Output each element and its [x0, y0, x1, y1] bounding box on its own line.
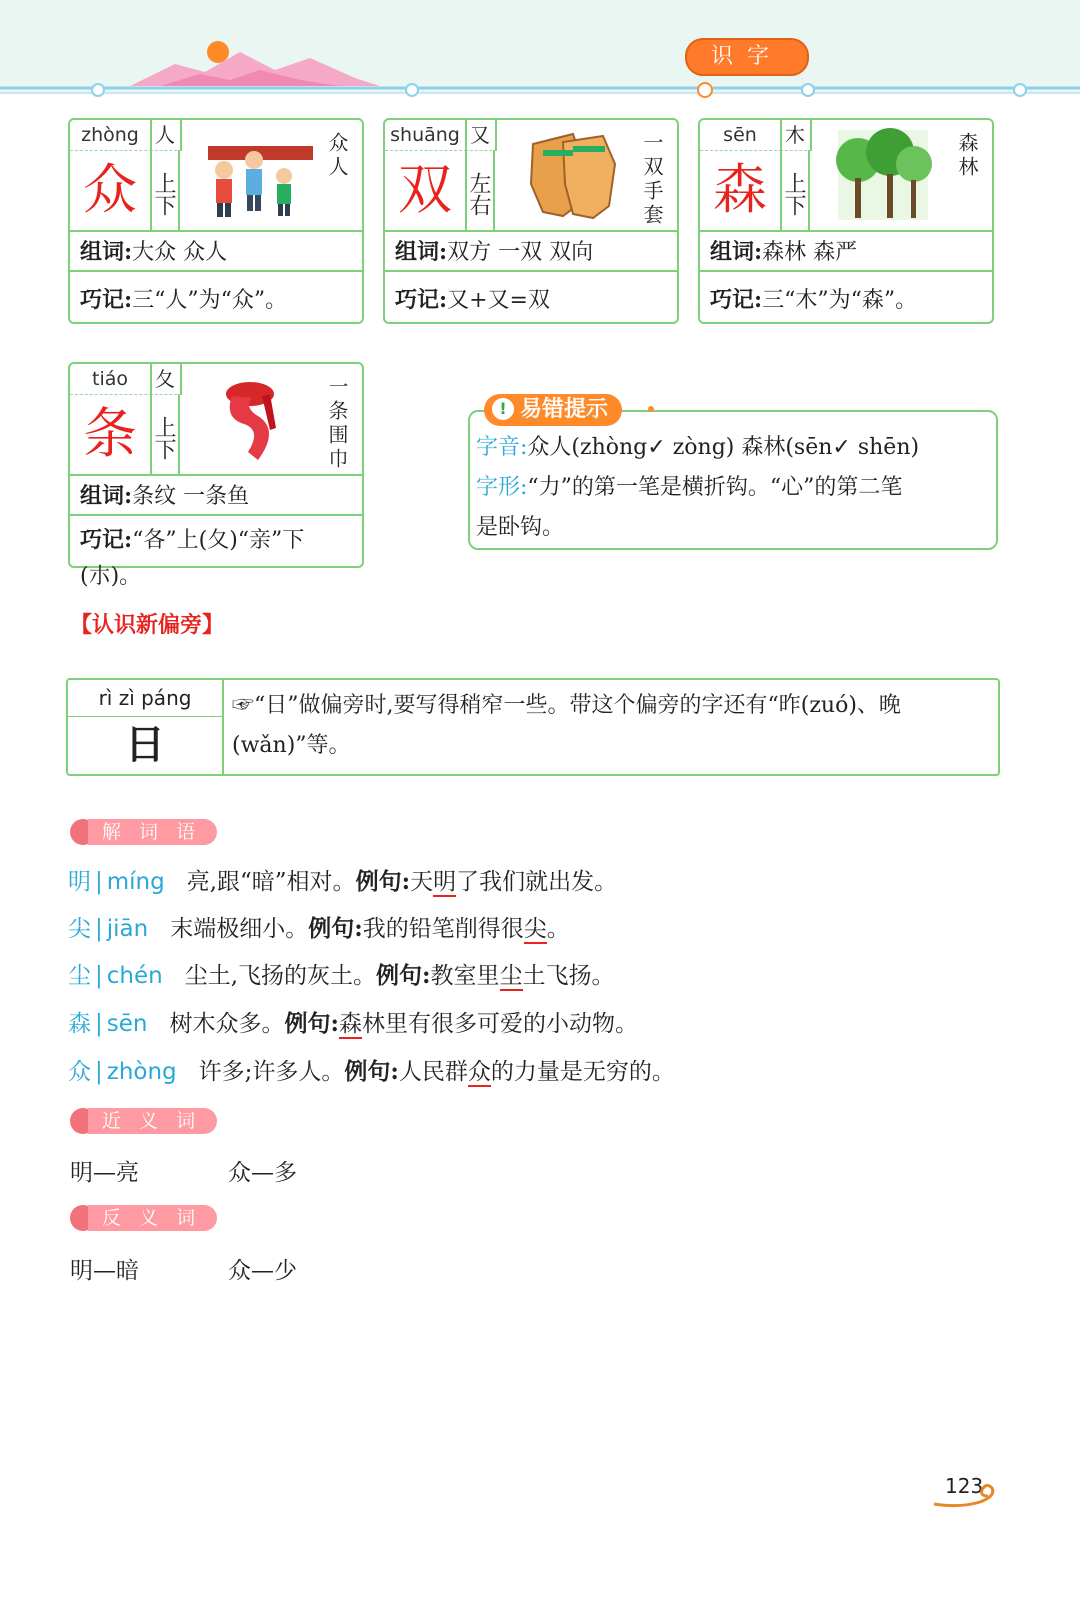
card-character: 森: [700, 150, 782, 230]
qiaoji-label: 巧记:: [395, 287, 448, 313]
card-caption: 一条围巾: [325, 376, 349, 472]
tip-label: 字形:: [476, 475, 528, 500]
qiaoji-label: 巧记:: [80, 527, 133, 553]
zuci-label: 组词:: [80, 239, 133, 265]
example-text: 了我们就出发。: [456, 869, 618, 895]
ribbon-label: 反 义 词: [88, 1205, 217, 1231]
card-qiaoji: [385, 274, 677, 327]
example-label: 例句:: [344, 1058, 399, 1085]
word-entry: 森 | sēn 树木众多。例句:森林里有很多可爱的小动物。: [68, 1010, 638, 1037]
char-card-tiao: [68, 362, 364, 589]
people-illustration: [188, 124, 322, 224]
header-decoration: [0, 0, 1080, 110]
new-radical-title: 【认识新偏旁】: [70, 613, 225, 638]
tip-line-form-cont: 是卧钩。: [476, 515, 565, 540]
word-char: 森: [68, 1011, 91, 1037]
scarf-illustration: [188, 368, 322, 468]
section-tag: 识字: [685, 38, 809, 76]
example-text: 土飞扬。: [522, 963, 615, 989]
zuci-text: 双方 一双 双向: [447, 240, 594, 265]
word-definition: 尘土,飞扬的灰土。: [184, 963, 377, 989]
page-number-swirl-icon: [930, 1480, 1010, 1510]
card-zuci: [700, 232, 992, 272]
word-entry: 尘 | chén 尘土,飞扬的灰土。例句:教室里尘土飞扬。: [68, 962, 615, 989]
page-number: 123: [945, 1474, 984, 1498]
card-qiaoji: [70, 274, 362, 327]
card-caption: 一双手套: [640, 132, 664, 228]
example-highlight: 尘: [499, 963, 523, 989]
card-character: 条: [70, 394, 152, 474]
tip-text: 众人(zhòng✓ zòng) 森林(sēn✓ shēn): [527, 435, 920, 460]
card-character: 众: [70, 150, 152, 230]
char-card-zhong: [68, 118, 364, 324]
card-radical: 木: [780, 120, 812, 151]
word-char: 尖: [68, 916, 91, 942]
tip-title-text: 易错提示: [520, 397, 609, 422]
word-pinyin: chén: [106, 963, 163, 989]
forest-illustration: [818, 124, 952, 224]
tip-dot-icon: [648, 406, 654, 412]
word-char: 众: [68, 1059, 91, 1085]
example-text: 教室里: [430, 963, 500, 989]
antonym-pair: 明—暗: [70, 1258, 139, 1284]
example-text: 天: [410, 869, 434, 895]
char-card-shuang: [383, 118, 679, 324]
card-zuci: [385, 232, 677, 272]
example-highlight: 森: [338, 1011, 362, 1037]
card-pinyin: sēn: [700, 120, 782, 151]
card-zuci: [70, 476, 362, 516]
word-pinyin: míng: [106, 869, 165, 895]
qiaoji-text: “各”上(夂)“亲”下(朩)。: [80, 528, 305, 589]
word-entry: 尖 | jiān 末端极细小。例句:我的铅笔削得很尖。: [68, 915, 570, 942]
ribbon-label: 近 义 词: [88, 1108, 217, 1134]
example-text: 。: [546, 916, 570, 942]
synonym-pair: 明—亮: [70, 1160, 139, 1186]
word-pinyin: sēn: [106, 1011, 148, 1037]
example-highlight: 众: [467, 1059, 491, 1085]
card-structure: 左右: [465, 150, 495, 230]
tip-line-pronunciation: [476, 428, 919, 468]
exclamation-icon: !: [492, 398, 514, 420]
word-definition: 许多;许多人。: [198, 1059, 345, 1085]
radical-description: ☞“日”做偏旁时,要写得稍窄一些。带这个偏旁的字还有“昨(zuó)、晚(wǎn)”等。: [232, 693, 901, 758]
card-radical: 夂: [150, 364, 182, 395]
card-pinyin: zhòng: [70, 120, 152, 151]
card-structure: 上下: [150, 394, 180, 474]
card-caption: 众人: [325, 132, 349, 180]
word-definition: 亮,跟“暗”相对。: [186, 869, 356, 895]
radical-character: 日: [68, 716, 224, 774]
tip-text: “力”的第一笔是横折钩。“心”的第二笔: [527, 475, 903, 500]
card-radical: 人: [150, 120, 182, 151]
card-structure: 上下: [150, 150, 180, 230]
card-pinyin: tiáo: [70, 364, 152, 395]
word-entry: 众 | zhòng 许多;许多人。例句:人民群众的力量是无穷的。: [68, 1058, 675, 1085]
word-definition: 树木众多。: [169, 1011, 285, 1037]
example-label: 例句:: [308, 915, 363, 942]
zuci-label: 组词:: [395, 239, 448, 265]
error-tip-title: [484, 394, 622, 426]
example-highlight: 尖: [523, 916, 547, 942]
zuci-label: 组词:: [80, 483, 133, 509]
zuci-label: 组词:: [710, 239, 763, 265]
ribbon-label: 解 词 语: [88, 819, 217, 845]
zuci-text: 森林 森严: [762, 240, 858, 265]
gloves-illustration: [503, 124, 637, 224]
zuci-text: 大众 众人: [132, 240, 228, 265]
tip-label: 字音:: [476, 435, 528, 460]
word-entry: 明 | míng 亮,跟“暗”相对。例句:天明了我们就出发。: [68, 868, 618, 895]
word-pinyin: jiān: [106, 916, 149, 942]
qiaoji-label: 巧记:: [710, 287, 763, 313]
word-char: 尘: [68, 963, 91, 989]
qiaoji-text: 三“人”为“众”。: [132, 288, 288, 313]
radical-pinyin: rì zì páng: [68, 680, 224, 717]
qiaoji-text: 三“木”为“森”。: [762, 288, 918, 313]
example-highlight: 明: [433, 869, 457, 895]
card-radical: 又: [465, 120, 497, 151]
zuci-text: 条纹 一条鱼: [132, 484, 250, 509]
card-qiaoji: [700, 274, 992, 327]
word-char: 明: [68, 869, 91, 895]
example-label: 例句:: [355, 868, 411, 895]
card-zuci: [70, 232, 362, 272]
example-text: 人民群: [398, 1059, 468, 1085]
card-caption: 森林: [955, 132, 979, 180]
example-text: 的力量是无穷的。: [490, 1059, 675, 1085]
antonym-pair: 众—少: [228, 1258, 297, 1284]
word-definition: 末端极细小。: [170, 916, 309, 942]
example-label: 例句:: [284, 1010, 339, 1037]
qiaoji-text: 又+又=双: [447, 288, 550, 313]
radical-table: [66, 678, 1000, 776]
char-card-sen: [698, 118, 994, 324]
qiaoji-label: 巧记:: [80, 287, 133, 313]
card-character: 双: [385, 150, 467, 230]
card-structure: 上下: [780, 150, 810, 230]
example-text: 林里有很多可爱的小动物。: [361, 1011, 638, 1037]
tip-line-form: [476, 468, 902, 508]
card-qiaoji: [70, 518, 362, 603]
synonym-pair: 众—多: [228, 1160, 297, 1186]
word-pinyin: zhòng: [106, 1059, 177, 1085]
page-header: [0, 0, 1080, 110]
example-label: 例句:: [376, 962, 431, 989]
card-pinyin: shuāng: [385, 120, 467, 151]
example-text: 我的铅笔削得很: [362, 916, 524, 942]
